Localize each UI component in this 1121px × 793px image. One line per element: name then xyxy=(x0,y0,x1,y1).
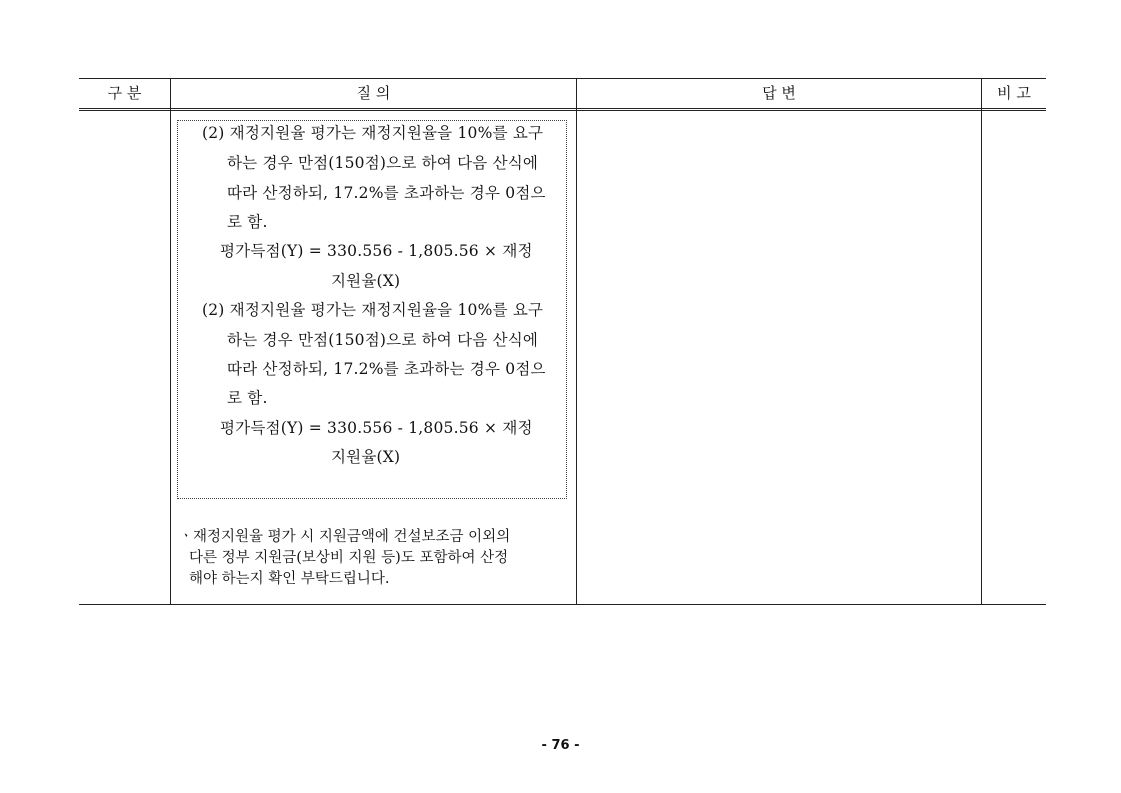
quote-line: 로 함. xyxy=(227,213,268,231)
note-line: 다른 정부 지원금(보상비 지원 등)도 포함하여 산정 xyxy=(189,550,509,566)
page-number: - 76 - xyxy=(541,738,580,753)
column-divider xyxy=(981,78,982,605)
formula-line: 지원율(X) xyxy=(331,448,401,466)
header-answer: 답 변 xyxy=(762,84,796,102)
quote-line: 로 함. xyxy=(227,389,268,407)
quote-line: 하는 경우 만점(150점)으로 하여 다음 산식에 xyxy=(227,331,539,349)
quote-line: 따라 산정하되, 17.2%를 초과하는 경우 0점으 xyxy=(227,360,546,378)
quote-line: 하는 경우 만점(150점)으로 하여 다음 산식에 xyxy=(227,154,539,172)
header-rule-double xyxy=(79,110,1046,111)
header-question: 질 의 xyxy=(356,84,391,102)
table-bottom-rule xyxy=(79,604,1046,605)
header-rule xyxy=(79,108,1046,109)
quote-line: (2) 재정지원율 평가는 재정지원율을 10%를 요구 xyxy=(202,124,544,142)
header-remarks: 비 고 xyxy=(997,84,1031,102)
formula-line: 평가득점(Y) = 330.556 - 1,805.56 × 재정 xyxy=(220,242,533,260)
quote-line: 따라 산정하되, 17.2%를 초과하는 경우 0점으 xyxy=(227,184,546,202)
column-divider xyxy=(576,78,577,605)
header-category: 구 분 xyxy=(107,84,142,102)
column-divider xyxy=(170,78,171,605)
question-note xyxy=(179,527,574,590)
note-line: 해야 하는지 확인 부탁드립니다. xyxy=(189,571,390,587)
note-line: ㆍ재정지원율 평가 시 지원금액에 건설보조금 이외의 xyxy=(179,529,511,545)
quote-line: (2) 재정지원율 평가는 재정지원율을 10%를 요구 xyxy=(202,301,544,319)
formula-line: 지원율(X) xyxy=(331,272,401,290)
formula-line: 평가득점(Y) = 330.556 - 1,805.56 × 재정 xyxy=(220,419,533,437)
qa-table xyxy=(79,78,1046,605)
